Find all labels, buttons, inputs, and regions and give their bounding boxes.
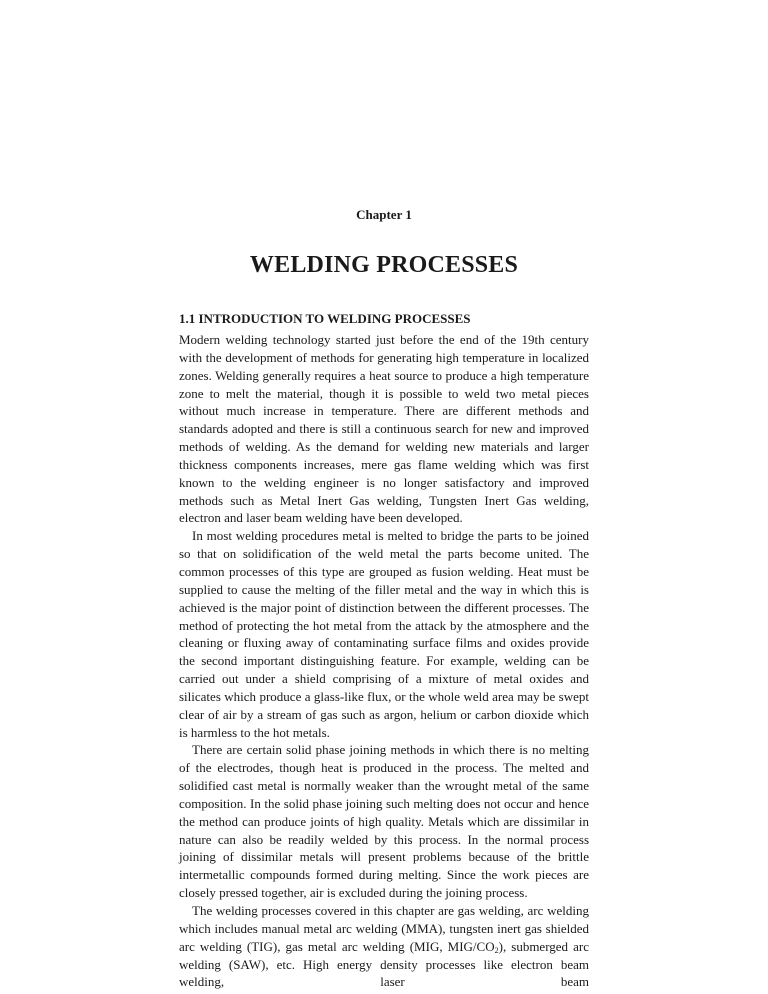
- paragraph-solid-phase: There are certain solid phase joining methods in which there is no melting of the electrodes, though heat is produced in the process. The melted and solidified cast metal is normally weaker than the wrought metal of the same composition. In the solid phase joining such melting does not occur and hence the method can produce joints of high quality. Metals which are dissimilar in nature can also be readily welded by this process. In the normal process joining of dissimilar metals will present problems because of the brittle intermetallic compounds formed during melting. Since the work pieces are closely pressed together, air is excluded during the joining process.: [179, 742, 589, 901]
- paragraph-text-after-subscript: ), submerged arc welding (SAW), etc. High energy density processes like electron beam welding, laser beam: [179, 938, 589, 990]
- paragraph-text-before-subscript: The welding processes covered in this chapter are gas welding, arc welding which includes manual metal arc welding (MMA), tungsten inert gas shielded arc welding (TIG), gas metal arc welding (MIG, MIG/CO: [179, 903, 589, 954]
- chapter-label: Chapter 1: [356, 207, 412, 222]
- paragraph-processes-covered: [179, 902, 589, 991]
- section-heading: 1.1 INTRODUCTION TO WELDING PROCESSES: [179, 311, 471, 326]
- chapter-title: WELDING PROCESSES: [249, 252, 519, 278]
- body-text: [179, 331, 589, 991]
- subscript-two: 2: [494, 945, 499, 955]
- paragraph-fusion-welding: In most welding procedures metal is melted to bridge the parts to be joined so that on solidification of the weld metal the parts become united. The common processes of this type are grouped as fusion welding. Heat must be supplied to cause the melting of the filler metal and the way in which this is achieved is the major point of distinction between the different processes. The method of protecting the hot metal from the attack by the atmosphere and the cleaning or fluxing away of contaminating surface films and oxides provide the second important distinguishing feature. For example, welding can be carried out under a shield comprising of a mixture of metal oxides and silicates which produce a glass-like flux, or the whole weld area may be swept clear of air by a stream of gas such as argon, helium or carbon dioxide which is harmless to the hot metals.: [179, 528, 589, 740]
- paragraph-intro: Modern welding technology started just before the end of the 19th century with the development of methods for generating high temperature in localized zones. Welding generally requires a heat source to produce a high temperature zone to melt the material, though it is possible to weld two metal pieces without much increase in temperature. There are different methods and standards adopted and there is still a continuous search for new and improved methods of welding. As the demand for welding new materials and larger thickness components increases, mere gas flame welding which was first known to the welding engineer is no longer satisfactory and improved methods such as Metal Inert Gas welding, Tungsten Inert Gas welding, electron and laser beam welding have been developed.: [179, 332, 589, 526]
